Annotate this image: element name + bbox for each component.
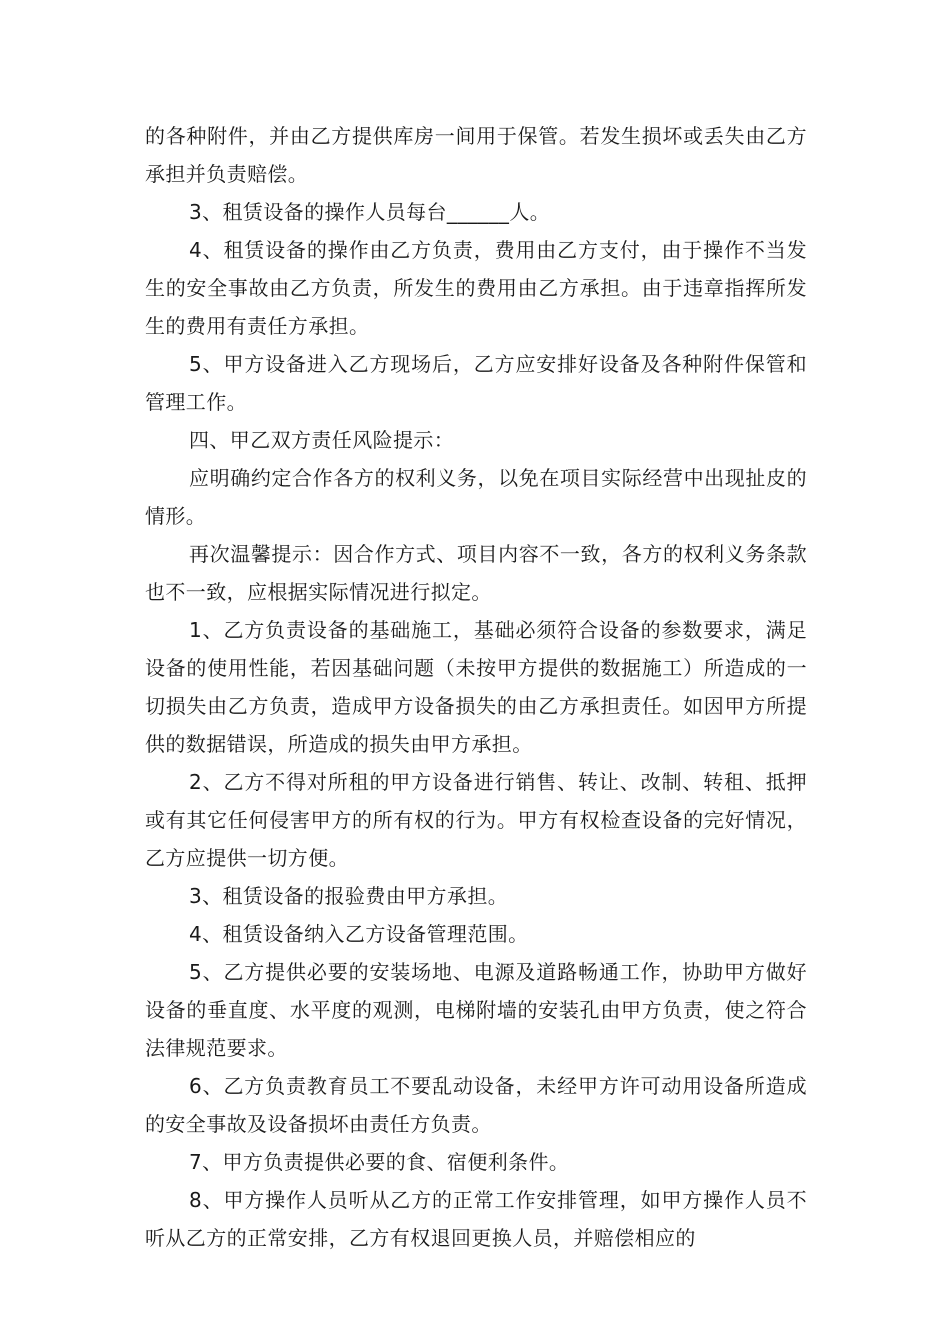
- paragraph-clause-7: 7、甲方负责提供必要的食、宿便利条件。: [189, 1150, 570, 1174]
- paragraph-clause-4: 4、租赁设备纳入乙方设备管理范围。: [189, 922, 529, 946]
- paragraph-item-3-operators: 3、租赁设备的操作人员每台______人。: [189, 200, 551, 224]
- paragraph-clause-8: 8、甲方操作人员听从乙方的正常工作安排管理，如甲方操作人员不听从乙方的正常安排，乙方有权退回更换人员，并赔偿相应的: [145, 1188, 807, 1250]
- paragraph-continuation: 的各种附件，并由乙方提供库房一间用于保管。若发生损坏或丢失由乙方承担并负责赔偿。: [145, 124, 807, 186]
- paragraph-clause-5: 5、乙方提供必要的安装场地、电源及道路畅通工作，协助甲方做好设备的垂直度、水平度的观测，电梯附墙的安装孔由甲方负责，使之符合法律规范要求。: [145, 960, 807, 1060]
- document-body: [145, 117, 807, 1257]
- paragraph-clause-2: 2、乙方不得对所租的甲方设备进行销售、转让、改制、转租、抵押或有其它任何侵害甲方的所有权的行为。甲方有权检查设备的完好情况，乙方应提供一切方便。: [145, 770, 807, 870]
- section-heading-risk: 四、甲乙双方责任风险提示：: [189, 428, 455, 452]
- paragraph-item-4-operation: 4、租赁设备的操作由乙方负责，费用由乙方支付，由于操作不当发生的安全事故由乙方负责，所发生的费用由乙方承担。由于违章指挥所发生的费用有责任方承担。: [145, 238, 807, 338]
- paragraph-risk-note: 应明确约定合作各方的权利义务，以免在项目实际经营中出现扯皮的情形。: [145, 466, 807, 528]
- paragraph-clause-3: 3、租赁设备的报验费由甲方承担。: [189, 884, 509, 908]
- paragraph-clause-6: 6、乙方负责教育员工不要乱动设备，未经甲方许可动用设备所造成的安全事故及设备损坏由责任方负责。: [145, 1074, 807, 1136]
- paragraph-clause-1: 1、乙方负责设备的基础施工，基础必须符合设备的参数要求，满足设备的使用性能，若因基础问题（未按甲方提供的数据施工）所造成的一切损失由乙方负责，造成甲方设备损失的由乙方承担责任。如因甲方所提供的数据错误，所造成的损失由甲方承担。: [145, 618, 807, 756]
- paragraph-item-5-storage: 5、甲方设备进入乙方现场后，乙方应安排好设备及各种附件保管和管理工作。: [145, 352, 807, 414]
- paragraph-reminder: 再次温馨提示：因合作方式、项目内容不一致，各方的权利义务条款也不一致，应根据实际情况进行拟定。: [145, 542, 807, 604]
